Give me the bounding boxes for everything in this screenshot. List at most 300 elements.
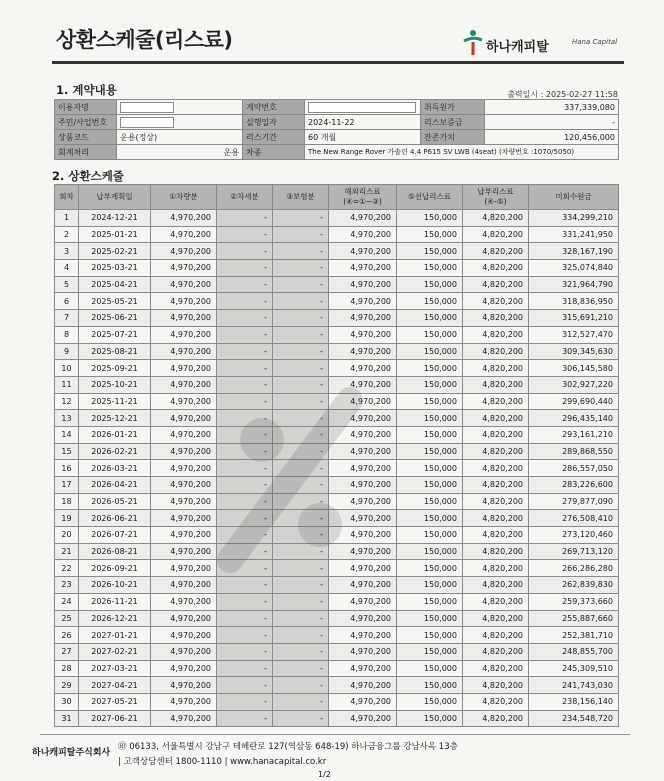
schedule-cell: 4,820,200 bbox=[463, 693, 529, 710]
schedule-cell: - bbox=[217, 360, 273, 377]
schedule-cell: 150,000 bbox=[397, 477, 463, 494]
schedule-cell: 259,373,660 bbox=[529, 593, 619, 610]
schedule-cell: 4,970,200 bbox=[329, 577, 397, 594]
contract-value: 운용(정상) bbox=[117, 130, 243, 145]
schedule-cell: 255,887,660 bbox=[529, 610, 619, 627]
contract-value bbox=[305, 100, 421, 115]
schedule-cell: 4,970,200 bbox=[329, 393, 397, 410]
schedule-cell: 234,548,720 bbox=[529, 710, 619, 727]
schedule-cell: 2026-11-21 bbox=[79, 593, 151, 610]
column-header: 납부리스료 (④-⑤) bbox=[463, 185, 529, 210]
schedule-cell: 4,820,200 bbox=[463, 477, 529, 494]
schedule-cell: 28 bbox=[55, 660, 79, 677]
schedule-cell: - bbox=[217, 326, 273, 343]
schedule-cell: 4,970,200 bbox=[329, 260, 397, 277]
schedule-cell: 13 bbox=[55, 410, 79, 427]
schedule-cell: 4,970,200 bbox=[151, 593, 217, 610]
schedule-row bbox=[55, 593, 619, 610]
schedule-cell: 150,000 bbox=[397, 577, 463, 594]
schedule-cell: 4,820,200 bbox=[463, 577, 529, 594]
schedule-cell: 2025-06-21 bbox=[79, 310, 151, 327]
printed-datetime: 출력일시 : 2025-02-27 11:58 bbox=[507, 90, 618, 99]
section-title-schedule: 2. 상환스케줄 bbox=[52, 169, 124, 183]
schedule-cell: 150,000 bbox=[397, 560, 463, 577]
schedule-cell: 12 bbox=[55, 393, 79, 410]
schedule-row bbox=[55, 393, 619, 410]
schedule-cell: 4,970,200 bbox=[151, 260, 217, 277]
contract-label: 차종 bbox=[243, 145, 305, 160]
schedule-cell: 309,345,630 bbox=[529, 343, 619, 360]
schedule-cell: 14 bbox=[55, 426, 79, 443]
schedule-cell: 315,691,210 bbox=[529, 310, 619, 327]
schedule-row bbox=[55, 693, 619, 710]
logo-text: 하나캐피탈 bbox=[486, 40, 549, 55]
schedule-row bbox=[55, 310, 619, 327]
schedule-row bbox=[55, 677, 619, 694]
schedule-cell: 25 bbox=[55, 610, 79, 627]
schedule-cell: 150,000 bbox=[397, 310, 463, 327]
schedule-cell: 2025-04-21 bbox=[79, 276, 151, 293]
schedule-cell: 245,309,510 bbox=[529, 660, 619, 677]
schedule-row bbox=[55, 210, 619, 227]
schedule-row bbox=[55, 660, 619, 677]
schedule-cell: 150,000 bbox=[397, 610, 463, 627]
schedule-cell: 4,970,200 bbox=[151, 460, 217, 477]
schedule-row bbox=[55, 577, 619, 594]
schedule-cell: 4,970,200 bbox=[151, 393, 217, 410]
schedule-cell: 150,000 bbox=[397, 326, 463, 343]
schedule-cell: 2027-06-21 bbox=[79, 710, 151, 727]
logo-subtext: Hana Capital bbox=[572, 38, 618, 46]
schedule-cell: 4,820,200 bbox=[463, 560, 529, 577]
schedule-cell: 2027-04-21 bbox=[79, 677, 151, 694]
schedule-cell: 4,970,200 bbox=[329, 443, 397, 460]
schedule-cell: 4,970,200 bbox=[151, 243, 217, 260]
schedule-row bbox=[55, 543, 619, 560]
schedule-cell: - bbox=[217, 643, 273, 660]
schedule-cell: - bbox=[273, 343, 329, 360]
schedule-cell: - bbox=[217, 376, 273, 393]
schedule-cell: - bbox=[217, 593, 273, 610]
schedule-cell: 4,970,200 bbox=[329, 293, 397, 310]
schedule-cell: 150,000 bbox=[397, 226, 463, 243]
schedule-cell: 2027-02-21 bbox=[79, 643, 151, 660]
schedule-cell: 266,286,280 bbox=[529, 560, 619, 577]
schedule-cell: - bbox=[273, 477, 329, 494]
schedule-cell: 2025-10-21 bbox=[79, 376, 151, 393]
schedule-cell: - bbox=[217, 426, 273, 443]
schedule-cell: 4,970,200 bbox=[151, 360, 217, 377]
schedule-cell: - bbox=[217, 510, 273, 527]
schedule-cell: 150,000 bbox=[397, 493, 463, 510]
schedule-cell: 150,000 bbox=[397, 443, 463, 460]
schedule-cell: - bbox=[217, 460, 273, 477]
schedule-cell: - bbox=[273, 677, 329, 694]
schedule-cell: 2026-05-21 bbox=[79, 493, 151, 510]
schedule-cell: - bbox=[273, 276, 329, 293]
schedule-cell: 150,000 bbox=[397, 393, 463, 410]
schedule-row bbox=[55, 710, 619, 727]
schedule-cell: 150,000 bbox=[397, 527, 463, 544]
schedule-cell: 4,970,200 bbox=[329, 426, 397, 443]
schedule-cell: 2026-04-21 bbox=[79, 477, 151, 494]
schedule-cell: - bbox=[217, 293, 273, 310]
schedule-cell: 4,970,200 bbox=[151, 326, 217, 343]
schedule-cell: 4,970,200 bbox=[151, 627, 217, 644]
schedule-cell: 4,820,200 bbox=[463, 643, 529, 660]
schedule-cell: 26 bbox=[55, 627, 79, 644]
schedule-cell: 4,820,200 bbox=[463, 527, 529, 544]
schedule-cell: 238,156,140 bbox=[529, 693, 619, 710]
column-header: ⑤선납리스료 bbox=[397, 185, 463, 210]
schedule-cell: 150,000 bbox=[397, 360, 463, 377]
schedule-cell: 150,000 bbox=[397, 593, 463, 610]
schedule-cell: 289,868,550 bbox=[529, 443, 619, 460]
masked-field bbox=[120, 117, 174, 128]
schedule-cell: 2026-09-21 bbox=[79, 560, 151, 577]
schedule-cell: - bbox=[273, 293, 329, 310]
schedule-cell: 4,970,200 bbox=[329, 310, 397, 327]
schedule-cell: 4,820,200 bbox=[463, 677, 529, 694]
schedule-cell: 4,970,200 bbox=[329, 610, 397, 627]
schedule-cell: - bbox=[273, 460, 329, 477]
schedule-cell: - bbox=[273, 710, 329, 727]
schedule-cell: 4,820,200 bbox=[463, 310, 529, 327]
schedule-cell: 4,970,200 bbox=[151, 477, 217, 494]
schedule-cell: 23 bbox=[55, 577, 79, 594]
schedule-cell: 262,839,830 bbox=[529, 577, 619, 594]
contract-value: 120,456,000 bbox=[485, 130, 619, 145]
schedule-cell: 4,970,200 bbox=[151, 376, 217, 393]
contract-label: 리스기간 bbox=[243, 130, 305, 145]
schedule-cell: - bbox=[273, 376, 329, 393]
schedule-cell: - bbox=[217, 610, 273, 627]
schedule-cell: 17 bbox=[55, 477, 79, 494]
contract-row bbox=[55, 145, 619, 160]
contract-label: 회계처리 bbox=[55, 145, 117, 160]
schedule-cell: 3 bbox=[55, 243, 79, 260]
schedule-cell: 4,970,200 bbox=[329, 710, 397, 727]
schedule-row bbox=[55, 460, 619, 477]
schedule-cell: 293,161,210 bbox=[529, 426, 619, 443]
contract-value: 60 개월 bbox=[305, 130, 421, 145]
schedule-cell: - bbox=[273, 210, 329, 227]
schedule-cell: 8 bbox=[55, 326, 79, 343]
column-header: 해외리스료 (④=①~③) bbox=[329, 185, 397, 210]
schedule-row bbox=[55, 343, 619, 360]
schedule-cell: 4,970,200 bbox=[151, 410, 217, 427]
schedule-cell: 4,820,200 bbox=[463, 293, 529, 310]
schedule-cell: 150,000 bbox=[397, 410, 463, 427]
schedule-cell: 2025-09-21 bbox=[79, 360, 151, 377]
contract-row bbox=[55, 130, 619, 145]
schedule-cell: 2027-05-21 bbox=[79, 693, 151, 710]
schedule-cell: 4,820,200 bbox=[463, 226, 529, 243]
schedule-row bbox=[55, 610, 619, 627]
schedule-row bbox=[55, 527, 619, 544]
schedule-cell: 7 bbox=[55, 310, 79, 327]
schedule-cell: - bbox=[217, 276, 273, 293]
schedule-cell: 150,000 bbox=[397, 710, 463, 727]
page-number: 1/2 bbox=[318, 770, 331, 779]
schedule-cell: 15 bbox=[55, 443, 79, 460]
schedule-cell: 321,964,790 bbox=[529, 276, 619, 293]
schedule-cell: 4,970,200 bbox=[329, 210, 397, 227]
schedule-cell: - bbox=[217, 693, 273, 710]
schedule-cell: 150,000 bbox=[397, 276, 463, 293]
contract-label: 계약번호 bbox=[243, 100, 305, 115]
schedule-cell: 2026-01-21 bbox=[79, 426, 151, 443]
column-header: 납부계획일 bbox=[79, 185, 151, 210]
contract-label: 잔존가치 bbox=[421, 130, 485, 145]
schedule-cell: 4,970,200 bbox=[329, 660, 397, 677]
schedule-row bbox=[55, 243, 619, 260]
schedule-cell: 4,970,200 bbox=[329, 510, 397, 527]
schedule-row bbox=[55, 293, 619, 310]
footer-company-name: 하나캐피탈주식회사 bbox=[32, 748, 111, 758]
schedule-cell: 2026-06-21 bbox=[79, 510, 151, 527]
contract-label: 상품코드 bbox=[55, 130, 117, 145]
schedule-cell: 150,000 bbox=[397, 426, 463, 443]
schedule-cell: - bbox=[273, 577, 329, 594]
schedule-cell: 4,820,200 bbox=[463, 393, 529, 410]
footer-contact: | 고객상담센터 1800-1110 | www.hanacapital.co.kr bbox=[118, 757, 327, 767]
schedule-cell: - bbox=[217, 393, 273, 410]
schedule-cell: - bbox=[273, 326, 329, 343]
schedule-cell: 331,241,950 bbox=[529, 226, 619, 243]
schedule-cell: - bbox=[217, 410, 273, 427]
schedule-cell: 4,970,200 bbox=[329, 343, 397, 360]
schedule-cell: - bbox=[217, 677, 273, 694]
schedule-cell: 312,527,470 bbox=[529, 326, 619, 343]
schedule-cell: 2026-07-21 bbox=[79, 527, 151, 544]
schedule-cell: 318,836,950 bbox=[529, 293, 619, 310]
schedule-cell: 248,855,700 bbox=[529, 643, 619, 660]
contract-label: 주민/사업번호 bbox=[55, 115, 117, 130]
schedule-cell: - bbox=[273, 243, 329, 260]
company-logo bbox=[462, 26, 622, 60]
schedule-cell: 2026-12-21 bbox=[79, 610, 151, 627]
schedule-cell: - bbox=[217, 243, 273, 260]
schedule-cell: 4,820,200 bbox=[463, 510, 529, 527]
schedule-cell: - bbox=[217, 343, 273, 360]
schedule-cell: 150,000 bbox=[397, 660, 463, 677]
repayment-schedule-table bbox=[54, 184, 619, 727]
section-title-contract: 1. 계약내용 bbox=[56, 83, 117, 97]
schedule-cell: 4,970,200 bbox=[151, 510, 217, 527]
schedule-row bbox=[55, 326, 619, 343]
schedule-cell: - bbox=[273, 393, 329, 410]
document-title: 상환스케줄(리스료) bbox=[56, 28, 233, 52]
title-divider bbox=[52, 61, 624, 64]
schedule-cell: - bbox=[273, 610, 329, 627]
schedule-row bbox=[55, 493, 619, 510]
schedule-cell: 4,970,200 bbox=[329, 543, 397, 560]
footer-address: ㊞ 06133, 서울특별시 강남구 테헤란로 127(역삼동 648-19) 하나금융그룹 강남사옥 13층 bbox=[118, 742, 458, 752]
schedule-cell: - bbox=[217, 477, 273, 494]
footer-divider bbox=[40, 734, 630, 735]
schedule-row bbox=[55, 560, 619, 577]
schedule-cell: - bbox=[217, 260, 273, 277]
schedule-cell: - bbox=[217, 577, 273, 594]
schedule-cell: 306,145,580 bbox=[529, 360, 619, 377]
schedule-cell: 4,970,200 bbox=[329, 243, 397, 260]
schedule-cell: 150,000 bbox=[397, 543, 463, 560]
schedule-row bbox=[55, 260, 619, 277]
contract-info-table bbox=[54, 99, 619, 160]
schedule-cell: 4,970,200 bbox=[151, 560, 217, 577]
schedule-cell: 18 bbox=[55, 493, 79, 510]
contract-label: 실행일자 bbox=[243, 115, 305, 130]
schedule-cell: 4,970,200 bbox=[151, 276, 217, 293]
schedule-cell: 2026-08-21 bbox=[79, 543, 151, 560]
schedule-cell: 2025-01-21 bbox=[79, 226, 151, 243]
schedule-cell: 4,970,200 bbox=[151, 210, 217, 227]
schedule-cell: 4,970,200 bbox=[151, 343, 217, 360]
schedule-cell: - bbox=[273, 560, 329, 577]
schedule-cell: - bbox=[273, 693, 329, 710]
schedule-cell: 4,820,200 bbox=[463, 426, 529, 443]
schedule-cell: 4,970,200 bbox=[329, 627, 397, 644]
schedule-cell: 4,970,200 bbox=[329, 677, 397, 694]
schedule-cell: - bbox=[273, 410, 329, 427]
schedule-cell: 4,970,200 bbox=[329, 643, 397, 660]
schedule-cell: 6 bbox=[55, 293, 79, 310]
schedule-cell: 4,970,200 bbox=[329, 326, 397, 343]
schedule-cell: 2027-01-21 bbox=[79, 627, 151, 644]
schedule-cell: - bbox=[273, 627, 329, 644]
schedule-cell: 30 bbox=[55, 693, 79, 710]
schedule-cell: 4,970,200 bbox=[151, 426, 217, 443]
schedule-cell: - bbox=[273, 643, 329, 660]
schedule-cell: 4,970,200 bbox=[151, 443, 217, 460]
schedule-cell: 4,970,200 bbox=[151, 293, 217, 310]
contract-row bbox=[55, 100, 619, 115]
schedule-cell: - bbox=[217, 660, 273, 677]
schedule-cell: 2025-05-21 bbox=[79, 293, 151, 310]
schedule-cell: - bbox=[217, 710, 273, 727]
schedule-cell: 4,820,200 bbox=[463, 443, 529, 460]
schedule-cell: - bbox=[273, 660, 329, 677]
schedule-cell: 4,970,200 bbox=[329, 360, 397, 377]
schedule-cell: 283,226,600 bbox=[529, 477, 619, 494]
schedule-row bbox=[55, 510, 619, 527]
schedule-cell: 4,970,200 bbox=[151, 643, 217, 660]
schedule-cell: 334,299,210 bbox=[529, 210, 619, 227]
schedule-cell: 5 bbox=[55, 276, 79, 293]
schedule-cell: - bbox=[217, 543, 273, 560]
schedule-cell: 20 bbox=[55, 527, 79, 544]
schedule-cell: - bbox=[273, 226, 329, 243]
schedule-row bbox=[55, 376, 619, 393]
contract-value: 운용 bbox=[117, 145, 243, 160]
schedule-cell: 2025-08-21 bbox=[79, 343, 151, 360]
schedule-cell: 328,167,190 bbox=[529, 243, 619, 260]
schedule-cell: 273,120,460 bbox=[529, 527, 619, 544]
contract-value: - bbox=[485, 115, 619, 130]
schedule-cell: 2025-07-21 bbox=[79, 326, 151, 343]
schedule-cell: - bbox=[217, 226, 273, 243]
schedule-row bbox=[55, 643, 619, 660]
schedule-cell: 4,820,200 bbox=[463, 343, 529, 360]
schedule-cell: - bbox=[273, 260, 329, 277]
schedule-cell: 24 bbox=[55, 593, 79, 610]
schedule-row bbox=[55, 627, 619, 644]
schedule-cell: 4,970,200 bbox=[329, 276, 397, 293]
schedule-cell: - bbox=[273, 493, 329, 510]
schedule-cell: 4,970,200 bbox=[329, 693, 397, 710]
masked-field bbox=[308, 102, 416, 113]
schedule-row bbox=[55, 477, 619, 494]
schedule-cell: - bbox=[273, 510, 329, 527]
contract-label: 리스보증금 bbox=[421, 115, 485, 130]
contract-row bbox=[55, 115, 619, 130]
schedule-cell: - bbox=[273, 443, 329, 460]
schedule-cell: - bbox=[217, 493, 273, 510]
schedule-cell: 4,820,200 bbox=[463, 593, 529, 610]
schedule-cell: 4,970,200 bbox=[151, 710, 217, 727]
schedule-cell: 269,713,120 bbox=[529, 543, 619, 560]
schedule-cell: 31 bbox=[55, 710, 79, 727]
hana-logo-icon bbox=[462, 28, 484, 56]
schedule-cell: 2026-03-21 bbox=[79, 460, 151, 477]
schedule-cell: 4,970,200 bbox=[329, 493, 397, 510]
contract-value: 337,339,080 bbox=[485, 100, 619, 115]
schedule-row bbox=[55, 360, 619, 377]
schedule-cell: 252,381,710 bbox=[529, 627, 619, 644]
schedule-row bbox=[55, 276, 619, 293]
schedule-row bbox=[55, 226, 619, 243]
schedule-cell: 22 bbox=[55, 560, 79, 577]
schedule-cell: 296,435,140 bbox=[529, 410, 619, 427]
masked-field bbox=[120, 102, 174, 113]
schedule-cell: - bbox=[217, 627, 273, 644]
schedule-cell: 150,000 bbox=[397, 627, 463, 644]
schedule-cell: 150,000 bbox=[397, 260, 463, 277]
schedule-cell: 4,970,200 bbox=[151, 226, 217, 243]
schedule-cell: 150,000 bbox=[397, 343, 463, 360]
schedule-cell: 16 bbox=[55, 460, 79, 477]
schedule-cell: 276,508,410 bbox=[529, 510, 619, 527]
schedule-cell: 4,970,200 bbox=[329, 560, 397, 577]
schedule-cell: 4,970,200 bbox=[329, 410, 397, 427]
schedule-cell: 4,820,200 bbox=[463, 260, 529, 277]
schedule-cell: 4,820,200 bbox=[463, 610, 529, 627]
schedule-cell: 150,000 bbox=[397, 677, 463, 694]
schedule-cell: 2026-10-21 bbox=[79, 577, 151, 594]
schedule-cell: 4,970,200 bbox=[329, 593, 397, 610]
schedule-row bbox=[55, 426, 619, 443]
schedule-cell: - bbox=[217, 527, 273, 544]
contract-value bbox=[117, 100, 243, 115]
schedule-cell: 241,743,030 bbox=[529, 677, 619, 694]
schedule-cell: 4,970,200 bbox=[329, 226, 397, 243]
schedule-cell: 4,970,200 bbox=[329, 477, 397, 494]
column-header: ①차량분 bbox=[151, 185, 217, 210]
schedule-cell: 150,000 bbox=[397, 510, 463, 527]
schedule-cell: 4,820,200 bbox=[463, 360, 529, 377]
schedule-cell: 325,074,840 bbox=[529, 260, 619, 277]
schedule-cell: 4,820,200 bbox=[463, 276, 529, 293]
schedule-cell: 4,970,200 bbox=[151, 577, 217, 594]
schedule-cell: 150,000 bbox=[397, 210, 463, 227]
schedule-cell: 4,820,200 bbox=[463, 410, 529, 427]
contract-label: 이용자명 bbox=[55, 100, 117, 115]
schedule-row bbox=[55, 410, 619, 427]
schedule-cell: 4,820,200 bbox=[463, 376, 529, 393]
schedule-cell: - bbox=[217, 560, 273, 577]
schedule-cell: - bbox=[273, 310, 329, 327]
